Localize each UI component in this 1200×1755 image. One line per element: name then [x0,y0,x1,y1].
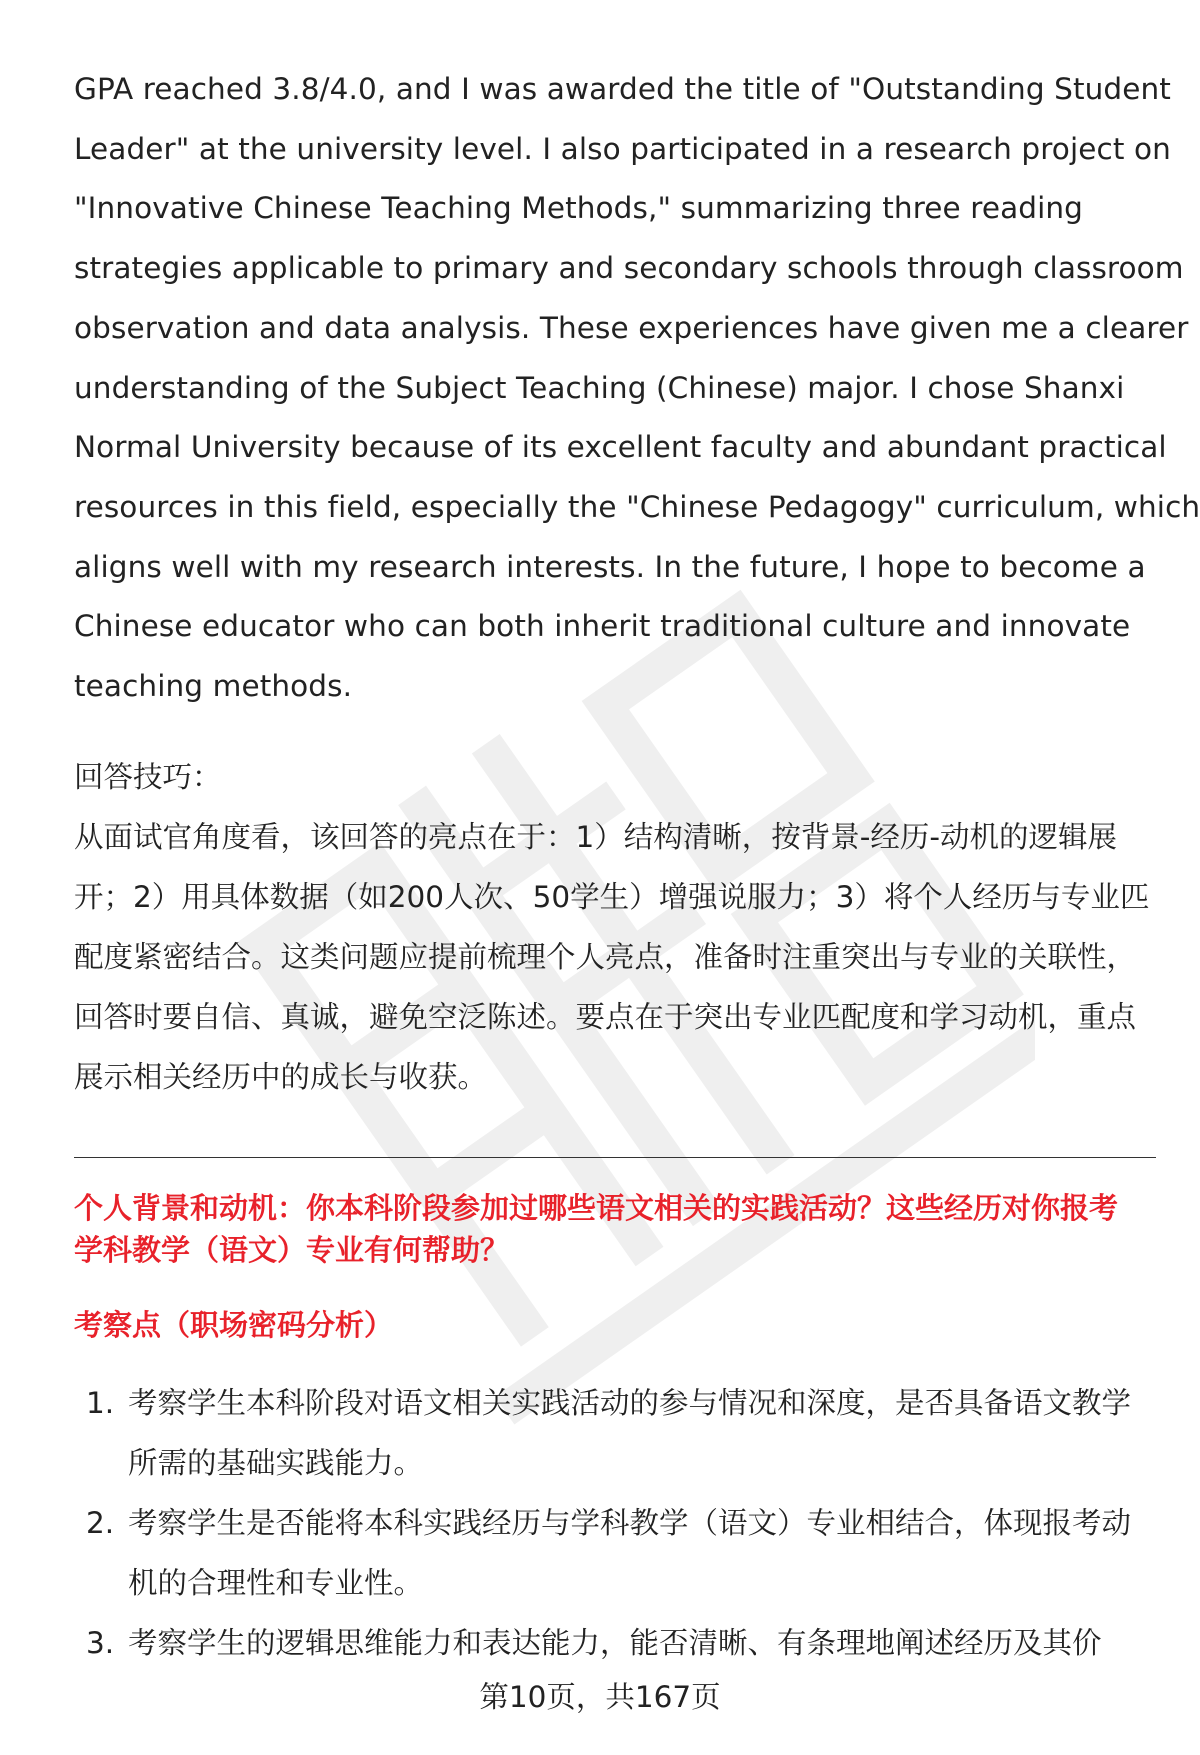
answer-line: resources in this field, especially the "Chinese Pedagogy" curriculum, which [74,489,1200,524]
list-item [74,1493,1164,1613]
question-line: 个人背景和动机：你本科阶段参加过哪些语文相关的实践活动？这些经历对你报考 [74,1191,1119,1225]
tips-line: 开；2）用具体数据（如200人次、50学生）增强说服力；3）将个人经历与专业匹 [74,879,1150,914]
tips-label: 回答技巧： [74,759,222,794]
tips-line: 配度紧密结合。这类问题应提前梳理个人亮点，准备时注重突出与专业的关联性， [74,939,1137,974]
answer-line: Normal University because of its excellent faculty and abundant practical [74,430,1167,465]
tips-line: 回答时要自信、真诚，避免空泛陈述。要点在于突出专业匹配度和学习动机，重点 [74,999,1137,1034]
list-item-line: 考察学生是否能将本科实践经历与学科教学（语文）专业相结合，体现报考动 [128,1506,1132,1540]
tips-paragraph [74,807,1164,1107]
list-item-line: 考察学生的逻辑思维能力和表达能力，能否清晰、有条理地阐述经历及其价 [128,1626,1102,1660]
list-item [74,1613,1164,1673]
answer-line: Chinese educator who can both inherit traditional culture and innovate [74,609,1131,644]
answer-line: aligns well with my research interests. In the future, I hope to become a [74,549,1146,584]
answer-line: strategies applicable to primary and secondary schools through classroom [74,251,1184,286]
tips-line: 展示相关经历中的成长与收获。 [74,1059,488,1094]
answer-english-paragraph [74,60,1200,717]
analysis-list [74,1373,1164,1673]
list-item [74,1373,1164,1493]
list-item-line: 所需的基础实践能力。 [128,1446,424,1480]
question-line: 学科教学（语文）专业有何帮助？ [74,1233,510,1267]
list-item-line: 考察学生本科阶段对语文相关实践活动的参与情况和深度，是否具备语文教学 [128,1386,1132,1420]
analysis-heading: 考察点（职场密码分析） [74,1308,394,1342]
answer-line: Leader" at the university level. I also participated in a research project on [74,131,1171,166]
list-item-number: 3. [86,1626,115,1660]
list-item-number: 1. [86,1386,115,1420]
page-number: 第10页，共167页 [479,1680,721,1714]
tips-line: 从面试官角度看，该回答的亮点在于：1）结构清晰，按背景-经历-动机的逻辑展 [74,819,1118,854]
list-item-number: 2. [86,1506,115,1540]
question-heading [74,1187,1164,1271]
answer-line: "Innovative Chinese Teaching Methods," summarizing three reading [74,191,1083,226]
answer-line: understanding of the Subject Teaching (Chinese) major. I chose Shanxi [74,370,1125,405]
answer-line: GPA reached 3.8/4.0, and I was awarded the title of "Outstanding Student [74,72,1171,106]
answer-line: teaching methods. [74,669,353,704]
answer-line: observation and data analysis. These experiences have given me a clearer [74,310,1189,345]
list-item-line: 机的合理性和专业性。 [128,1566,424,1600]
section-divider [74,1157,1156,1158]
